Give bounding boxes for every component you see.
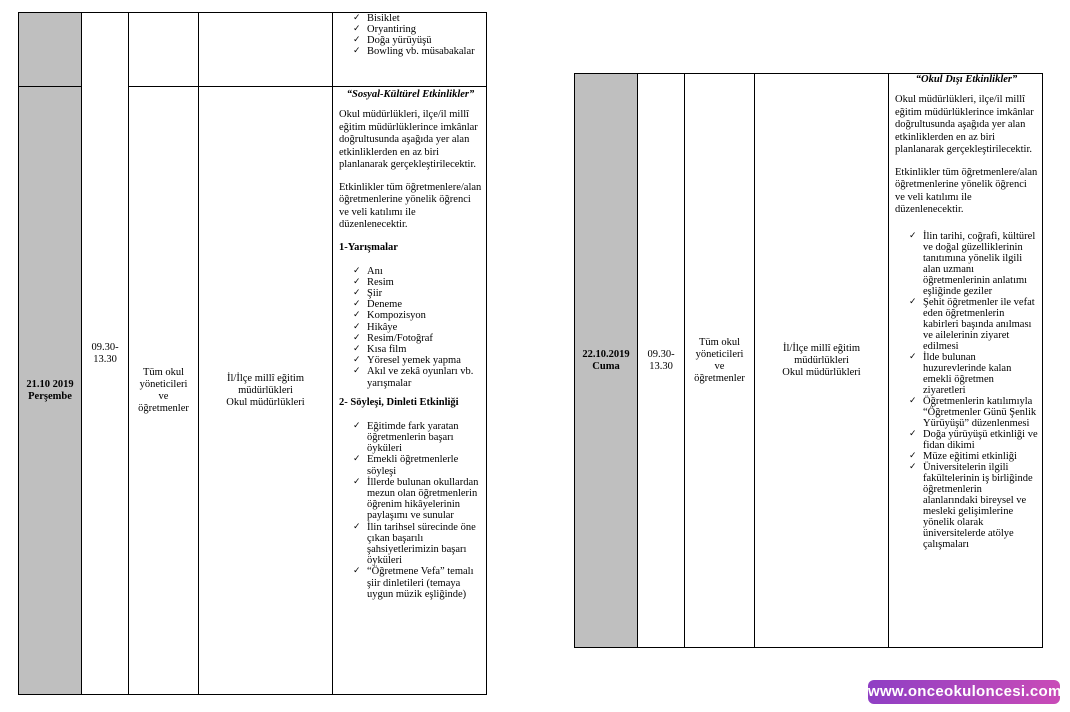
activity-paragraph: Okul müdürlükleri, ilçe/il millî eğitim müdürlüklerince imkânlar doğrultusunda aşağıda yer alan etkinliklerden en az biri planlanarak gerçekleştirilecektir. (339, 109, 478, 170)
participants-line: öğretmenler (138, 402, 189, 414)
responsible-line: İl/İlçe millî eğitim (227, 372, 304, 384)
participants-line: öğretmenler (694, 372, 745, 384)
activity-heading: “Sosyal-Kültürel Etkinlikler” (346, 89, 475, 100)
day-text: Cuma (592, 360, 620, 372)
list-item: ✓ Üniversitelerin ilgili fakültelerinin iş birliğinde öğretmenlerin alanlarındaki bireysel ve mesleki gelişimlerine yönelik olarak üniversitelerde atölye çalışmaları (895, 462, 1038, 550)
time-cell (638, 74, 685, 648)
list-item: ✓ İllerde bulunan okullardan mezun olan öğretmenlerin öğrenim hikâyelerinin paylaşımı ve sunular (339, 477, 482, 522)
responsible-line: müdürlükleri (238, 384, 293, 396)
responsible-line: müdürlükleri (794, 354, 849, 366)
list-item: ✓ İlin tarihsel sürecinde öne çıkan başarılı şahsiyetlerimizin başarı öyküleri (339, 522, 482, 567)
list-item: ✓ İlin tarihi, coğrafi, kültürel ve doğal güzelliklerinin tanıtımına yönelik ilgili alan uzmanı öğretmenlerinin anlatımı eşliğinde geziler (895, 231, 1038, 297)
responsible-cell (199, 87, 333, 695)
date-cell (19, 87, 82, 695)
responsible-cell-empty (199, 13, 333, 87)
participants-line: yöneticileri (139, 378, 188, 390)
participants-line: Tüm okul (142, 366, 185, 378)
participants-line: Tüm okul (698, 336, 741, 348)
site-watermark: www.onceokuloncesi.com (868, 680, 1060, 704)
list-item: ✓ Hikâye (339, 322, 482, 333)
schedule-table-right (574, 73, 1043, 648)
list-item: ✓ “Öğretmene Vefa” temalı şiir dinletileri (temaya uygun müzik eşliğinde) (339, 566, 482, 600)
responsible-line: İl/İlçe millî eğitim (783, 342, 860, 354)
list-item: ✓ Akıl ve zekâ oyunları vb. yarışmalar (339, 366, 482, 388)
schedule-table-left (18, 12, 487, 695)
list-item: ✓ Oryantiring (339, 24, 482, 35)
section-title: 1-Yarışmalar (339, 241, 398, 253)
time-cell (82, 13, 129, 695)
list-item: ✓ Şehit öğretmenler ile vefat eden öğretmenlerin kabirleri başında anılması ve ailelerinin ziyaret edilmesi (895, 297, 1038, 352)
time-start: 09.30- (91, 341, 119, 353)
list-item: ✓ Resim/Fotoğraf (339, 333, 482, 344)
list-item: ✓ Kompozisyon (339, 310, 482, 321)
day-text: Perşembe (28, 390, 72, 402)
talks-list (339, 421, 482, 600)
time-start: 09.30- (647, 348, 675, 360)
list-item: ✓ Anı (339, 266, 482, 277)
time-end: 13.30 (93, 353, 117, 365)
responsible-line: Okul müdürlükleri (226, 396, 305, 408)
activity-paragraph: Etkinlikler tüm öğretmenlere/alan öğretmenlerine yönelik öğrenci ve veli katılımı ile düzenlenecektir. (895, 166, 1038, 215)
list-item: ✓ Resim (339, 277, 482, 288)
date-text: 22.10.2019 (582, 348, 630, 360)
list-item: ✓ Öğretmenlerin katılımıyla “Öğretmenler Günü Şenlik Yürüyüşü” düzenlenmesi (895, 396, 1038, 429)
activity-cell-top (333, 13, 487, 87)
participants-line: yöneticileri (695, 348, 744, 360)
list-item: ✓ Şiir (339, 288, 482, 299)
activity-paragraph: Etkinlikler tüm öğretmenlere/alan öğretmenlerine yönelik öğrenci ve veli katılımı ile düzenlenecektir. (339, 181, 482, 230)
activity-cell (333, 87, 487, 695)
time-end: 13.30 (649, 360, 673, 372)
date-text: 21.10 2019 (26, 378, 74, 390)
list-item: ✓ Deneme (339, 299, 482, 310)
participants-line: ve (714, 360, 725, 372)
list-item: ✓ Bowling vb. müsabakalar (339, 46, 482, 57)
list-item: ✓ Eğitimde fark yaratan öğretmenlerin başarı öyküleri (339, 421, 482, 455)
date-cell-empty (19, 13, 82, 87)
participants-line: ve (158, 390, 169, 402)
section-title: 2- Söyleşi, Dinleti Etkinliği (339, 396, 459, 408)
table-row (19, 13, 487, 87)
activity-paragraph: Okul müdürlükleri, ilçe/il millî eğitim müdürlüklerince imkânlar doğrultusunda aşağıda yer alan etkinliklerden en az biri planlanarak gerçekleştirilecektir. (895, 94, 1034, 155)
participants-cell (685, 74, 755, 648)
list-item: ✓ Yöresel yemek yapma (339, 355, 482, 366)
outdoor-activities-list (895, 231, 1038, 550)
participants-cell (129, 87, 199, 695)
responsible-cell (755, 74, 889, 648)
sports-list (339, 13, 482, 57)
list-item: ✓ Doğa yürüyüşü (339, 35, 482, 46)
activity-heading: “Okul Dışı Etkinlikler” (915, 74, 1018, 85)
list-item: ✓ İlde bulunan huzurevlerinde kalan emekli öğretmen ziyaretleri (895, 352, 1038, 396)
list-item: ✓ Emekli öğretmenlerle söyleşi (339, 454, 482, 476)
responsible-line: Okul müdürlükleri (782, 366, 861, 378)
list-item: ✓ Doğa yürüyüşü etkinliği ve fidan dikimi (895, 429, 1038, 451)
participants-cell-empty (129, 13, 199, 87)
list-item: ✓ Müze eğitimi etkinliği (895, 451, 1038, 462)
list-item: ✓ Kısa film (339, 344, 482, 355)
table-row (575, 74, 1043, 648)
activity-cell (889, 74, 1043, 648)
date-cell (575, 74, 638, 648)
competitions-list (339, 266, 482, 389)
list-item: ✓ Bisiklet (339, 13, 482, 24)
